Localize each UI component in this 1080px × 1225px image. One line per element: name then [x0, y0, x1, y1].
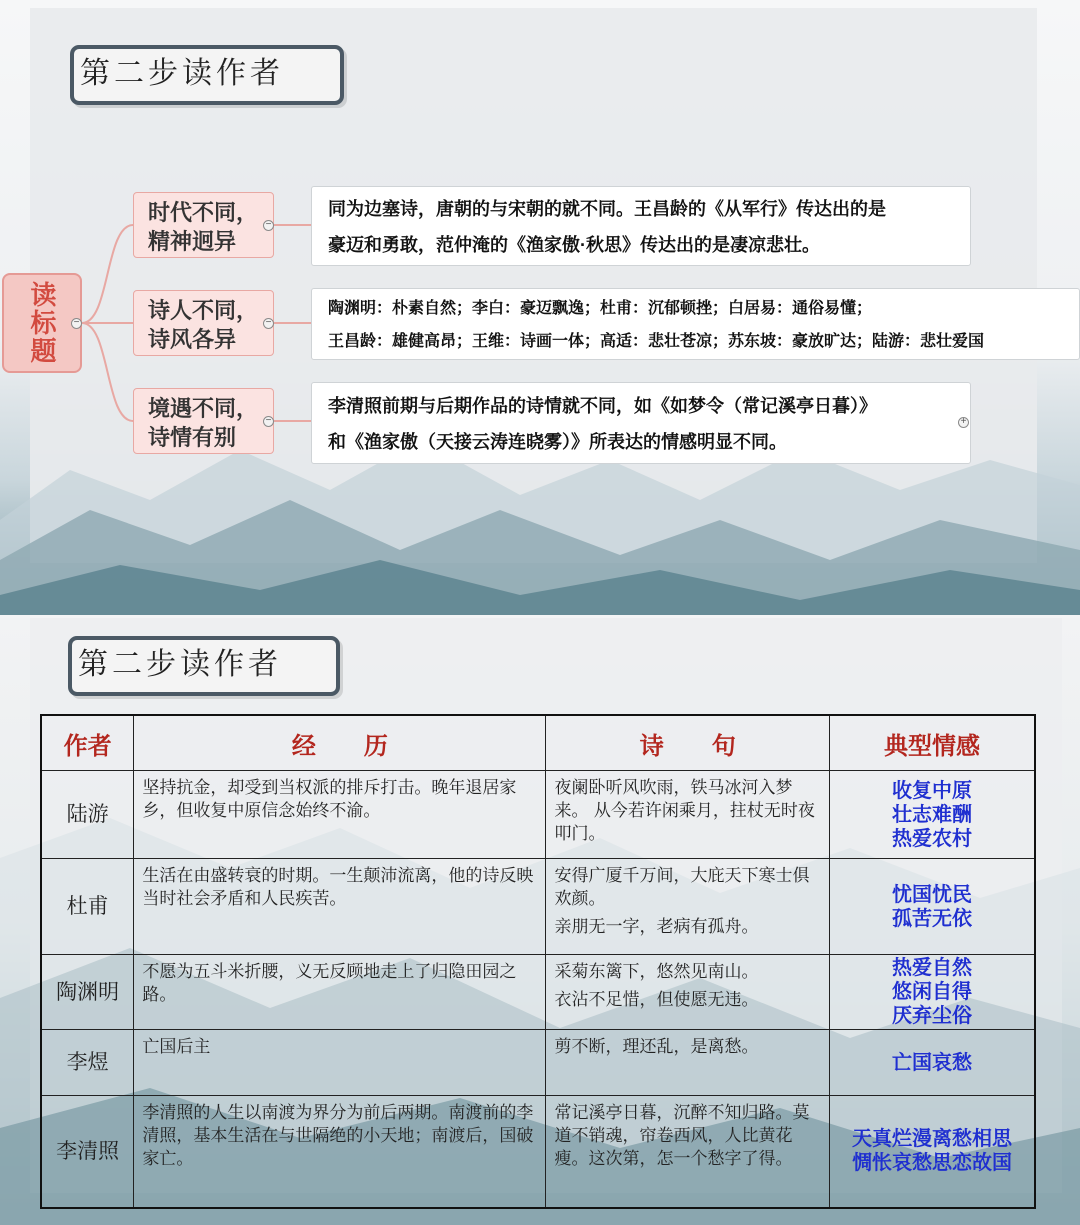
expand-icon[interactable]: +: [958, 417, 969, 428]
verse-line: 剪不断，理还乱，是离愁。: [554, 1037, 759, 1057]
table-row: [41, 771, 1035, 859]
verse-cell: [546, 955, 829, 1030]
emotion-line: 忧国忧民: [891, 883, 972, 906]
emotion-line: 热爱自然: [891, 957, 972, 979]
experience-cell: 生活在由盛转衰的时期。一生颠沛流离，他的诗反映当时社会矛盾和人民疾苦。: [134, 859, 546, 955]
verse-line: 采菊东篱下，悠然见南山。: [554, 962, 759, 982]
table-header-row: [41, 715, 1035, 771]
header-author: 作者: [41, 715, 134, 771]
verse-line: 安得广厦千万间，大庇天下寒士俱欢颜。: [554, 866, 810, 909]
verse-line: 夜阑卧听风吹雨，铁马冰河入梦来。 从今若许闲乘月，拄杖无时夜叩门。: [554, 778, 815, 844]
table-row: [41, 859, 1035, 955]
branch-label-line1: 时代不同，: [148, 200, 259, 225]
mindmap-root[interactable]: 读标题: [2, 273, 82, 373]
author-cell: 陆游: [41, 771, 134, 859]
collapse-branch-icon[interactable]: −: [263, 416, 274, 427]
table-row: [41, 1096, 1035, 1208]
leaf-line: 和《渔家傲（天接云涛连晓雾）》所表达的情感明显不同。: [328, 432, 787, 452]
emotion-line: 厌弃尘俗: [891, 1005, 972, 1027]
poet-table: [40, 714, 1036, 1209]
branch-label-line1: 诗人不同，: [148, 298, 259, 323]
header-verses: 诗 句: [546, 715, 829, 771]
branch-label-line2: 精神迥异: [148, 229, 237, 254]
emotion-line: 悠闲自得: [891, 981, 972, 1003]
leaf-line: 陶渊明：朴素自然；李白：豪迈飘逸；杜甫：沉郁顿挫；白居易：通俗易懂；: [328, 300, 873, 317]
verse-cell: [546, 771, 829, 859]
leaf-line: 李清照前期与后期作品的诗情就不同，如《如梦令（常记溪亭日暮）》: [328, 396, 877, 416]
emotion-cell: [829, 1030, 1035, 1096]
emotion-line: 壮志难酬: [891, 803, 972, 826]
emotion-line: 孤苦无依: [891, 907, 972, 930]
branch-label-line2: 诗风各异: [148, 327, 237, 352]
collapse-root-icon[interactable]: −: [71, 318, 82, 329]
emotion-line: 亡国哀愁: [891, 1051, 972, 1074]
emotion-cell: [829, 859, 1035, 955]
emotion-line: 热爱农村: [891, 827, 972, 850]
author-cell: 杜甫: [41, 859, 134, 955]
table-row: [41, 1030, 1035, 1096]
collapse-branch-icon[interactable]: −: [263, 220, 274, 231]
branch-label-line2: 诗情有别: [148, 425, 237, 450]
emotion-cell: [829, 771, 1035, 859]
verse-line: 衣沾不足惜，但使愿无违。: [554, 990, 759, 1010]
author-cell: 陶渊明: [41, 955, 134, 1030]
collapse-branch-icon[interactable]: −: [263, 318, 274, 329]
leaf-line: 豪迈和勇敢，范仲淹的《渔家傲·秋思》传达出的是凄凉悲壮。: [328, 235, 820, 255]
mindmap-leaf-circumstance[interactable]: [311, 382, 971, 464]
author-table-panel: [0, 618, 1080, 1225]
verse-line: 亲朋无一字，老病有孤舟。: [554, 917, 759, 937]
mindmap-branch-circumstance[interactable]: [133, 388, 274, 454]
section-title: 第二步读作者: [68, 636, 340, 696]
leaf-line: 同为边塞诗，唐朝的与宋朝的就不同。王昌龄的《从军行》传达出的是: [328, 199, 886, 219]
emotion-line: 惆怅哀愁思恋故国: [851, 1152, 1012, 1175]
mindmap-branch-poet[interactable]: [133, 290, 274, 356]
emotion-cell: [829, 955, 1035, 1030]
header-emotion: 典型情感: [829, 715, 1035, 771]
branch-label-line1: 境遇不同，: [148, 396, 259, 421]
experience-cell: 坚持抗金，却受到当权派的排斥打击。晚年退居家乡，但收复中原信念始终不渝。: [134, 771, 546, 859]
table-row: [41, 955, 1035, 1030]
mindmap-leaf-era[interactable]: [311, 186, 971, 266]
section-title: 第二步读作者: [70, 45, 344, 105]
verse-line: 常记溪亭日暮，沉醉不知归路。莫道不销魂，帘卷西风，人比黄花瘦。这次第，怎一个愁字了得。: [554, 1103, 810, 1169]
experience-cell: 不愿为五斗米折腰，义无反顾地走上了归隐田园之路。: [134, 955, 546, 1030]
header-experience: 经 历: [134, 715, 546, 771]
mindmap-branch-era[interactable]: [133, 192, 274, 258]
verse-cell: [546, 1030, 829, 1096]
author-cell: 李煜: [41, 1030, 134, 1096]
verse-cell: [546, 1096, 829, 1208]
mindmap-leaf-poet[interactable]: [311, 288, 1080, 360]
emotion-cell: [829, 1096, 1035, 1208]
leaf-line: 王昌龄：雄健高昂；王维：诗画一体；高适：悲壮苍凉；苏东坡：豪放旷达；陆游：悲壮爱国: [328, 333, 985, 350]
verse-cell: [546, 859, 829, 955]
emotion-line: 天真烂漫离愁相思: [851, 1128, 1012, 1151]
emotion-line: 收复中原: [891, 779, 972, 802]
author-cell: 李清照: [41, 1096, 134, 1208]
experience-cell: 李清照的人生以南渡为界分为前后两期。南渡前的李清照，基本生活在与世隔绝的小天地；南渡后，国破家亡。: [134, 1096, 546, 1208]
experience-cell: 亡国后主: [134, 1030, 546, 1096]
